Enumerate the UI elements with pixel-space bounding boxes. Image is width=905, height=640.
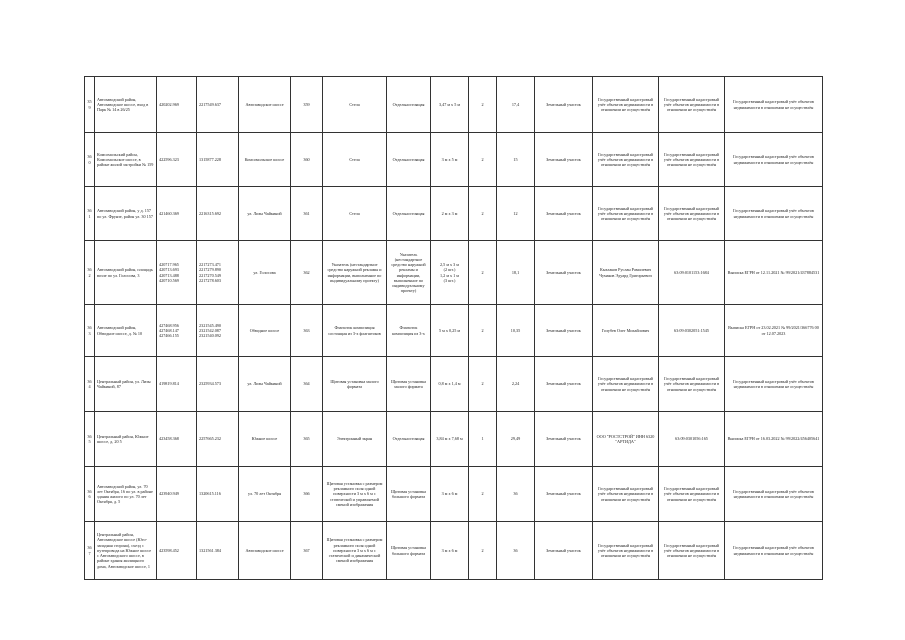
size-cell: 2,5 м х 3 м (2 шт.) 1,2 м х 1 м (3 шт.) (431, 241, 469, 305)
sides-cell: 2 (469, 357, 497, 412)
code-cell: 363 (291, 305, 323, 357)
row-number: 360 (85, 133, 95, 187)
table-row (85, 241, 823, 305)
sides-cell: 2 (469, 305, 497, 357)
address-cell: Комсомольский район, Комсомольское шоссе, в районе жилой застройки № 159 (95, 133, 157, 187)
sides-cell: 2 (469, 241, 497, 305)
cadastre-note-3: Государственный кадастровый учёт объектов недвижимости в отношении не осуществлён (725, 467, 823, 522)
area-cell: 18,1 (497, 241, 535, 305)
size-cell: 0,8 м х 1,4 м (431, 357, 469, 412)
address-cell: Автозаводский район, у д. 157 по ул. Фрунзе, район ул. 30 157 (95, 187, 157, 241)
area-cell: 15 (497, 133, 535, 187)
table-row (85, 412, 823, 467)
construction-cell: Отдельностоящая (387, 77, 431, 133)
row-number: 366 (85, 467, 95, 522)
type-cell: Стела (323, 77, 387, 133)
land-cell: Земельный участок (535, 305, 593, 357)
sides-cell: 2 (469, 522, 497, 580)
size-cell: 2 м х 3 м (431, 187, 469, 241)
code-cell: 360 (291, 133, 323, 187)
coord-y-cell: 2217549.637 (197, 77, 239, 133)
row-number: 367 (85, 522, 95, 580)
street-cell: ул. Лизы Чайкиной (239, 357, 291, 412)
coord-x-cell: 420202.969 (157, 77, 197, 133)
cadastre-note-3: Выписка ЕГРН от 16.03.2022 № 99/2022/456405641 (725, 412, 823, 467)
coord-x-cell: 422596.323 (157, 133, 197, 187)
street-cell: Комсомольское шоссе (239, 133, 291, 187)
sides-cell: 2 (469, 133, 497, 187)
coord-x-cell: 423458.368 (157, 412, 197, 467)
address-cell: Центральный район, Автозаводское шоссе (Юго-западная сторона), съезд с путепровода на Южное шоссе с Автозаводского шоссе, в районе здания жилищного дома, Автозаводское шоссе, 1 (95, 522, 157, 580)
code-cell: 365 (291, 412, 323, 467)
cadastre-note-2: Государственный кадастровый учёт объектов недвижимости в отношении не осуществлён (659, 467, 725, 522)
coord-x-cell: 420717.965 420713.693 420713.488 420710.569 (157, 241, 197, 305)
type-cell: Электронный экран (323, 412, 387, 467)
code-cell: 364 (291, 357, 323, 412)
cadastre-note-2: 63:09:0302051:1545 (659, 305, 725, 357)
cadastre-note-1: Кызлаков Руслан Рамилевич Чумаков Эдуард Григорьевич (593, 241, 659, 305)
land-cell: Земельный участок (535, 357, 593, 412)
coord-x-cell: 419819.814 (157, 357, 197, 412)
land-cell: Земельный участок (535, 412, 593, 467)
construction-cell: Щитовая установка малого формата (387, 357, 431, 412)
construction-cell: Щитовая установка большого формата (387, 467, 431, 522)
type-cell: Щитовая установка с размером рекламного поля одной поверхности 3 м x 6 м с статической и управляемой сменой изображения (323, 467, 387, 522)
cadastre-note-1: Государственный кадастровый учёт объектов недвижимости в отношении не осуществлён (593, 357, 659, 412)
cadastre-note-1: Государственный кадастровый учёт объектов недвижимости в отношении не осуществлён (593, 133, 659, 187)
coord-x-cell: 423598.452 (157, 522, 197, 580)
construction-cell: Указатель (нестандартное средство наружной рекламы и информации, выполненное по индивидуальному проекту) (387, 241, 431, 305)
size-cell: 3 м х 5 м (431, 133, 469, 187)
address-cell: Центральный район, ул. Лизы Чайкиной, 87 (95, 357, 157, 412)
area-cell: 36 (497, 467, 535, 522)
cadastre-note-3: Государственный кадастровый учёт объектов недвижимости в отношении не осуществлён (725, 357, 823, 412)
register-table (84, 76, 823, 580)
type-cell: Щитовая установка малого формата (323, 357, 387, 412)
construction-cell: Отдельностоящая (387, 412, 431, 467)
address-cell: Автозаводский район, Автозаводское шоссе, вход в Парк № 14 в 26/25 (95, 77, 157, 133)
street-cell: Обводное шоссе (239, 305, 291, 357)
sides-cell: 2 (469, 467, 497, 522)
table-row (85, 357, 823, 412)
code-cell: 367 (291, 522, 323, 580)
size-cell: 3 м х 6 м (431, 467, 469, 522)
code-cell: 366 (291, 467, 323, 522)
coord-y-cell: 1315877.228 (197, 133, 239, 187)
land-cell: Земельный участок (535, 241, 593, 305)
construction-cell: Отдельностоящая (387, 187, 431, 241)
row-number: 363 (85, 305, 95, 357)
table-row (85, 467, 823, 522)
code-cell: 359 (291, 77, 323, 133)
cadastre-note-3: Выписка ЕГРН от 23.02.2021 № 99/2021/366776 00 от 12.07.2023 (725, 305, 823, 357)
table-row (85, 77, 823, 133)
cadastre-note-2: Государственный кадастровый учёт объектов недвижимости в отношении не осуществлён (659, 357, 725, 412)
cadastre-note-1: Государственный кадастровый учёт объектов недвижимости в отношении не осуществлён (593, 77, 659, 133)
cadastre-note-3: Государственный кадастровый учёт объектов недвижимости в отношении не осуществлён (725, 187, 823, 241)
cadastre-note-1: Государственный кадастровый учёт объектов недвижимости в отношении не осуществлён (593, 467, 659, 522)
size-cell: 3 м х 6 м (431, 522, 469, 580)
table-row (85, 305, 823, 357)
street-cell: Автозаводское шоссе (239, 522, 291, 580)
construction-cell: Щитовая установка большого формата (387, 522, 431, 580)
address-cell: Автозаводский район, Обводное шоссе, д. № 10 (95, 305, 157, 357)
sides-cell: 2 (469, 187, 497, 241)
row-number: 362 (85, 241, 95, 305)
table-row (85, 187, 823, 241)
area-cell: 10,35 (497, 305, 535, 357)
code-cell: 361 (291, 187, 323, 241)
type-cell: Щитовая установка с размером рекламного поля одной поверхности 3 м x 6 м с статической и динамической сменой изображения (323, 522, 387, 580)
coord-y-cell: 2257665.232 (197, 412, 239, 467)
cadastre-note-1: Голубев Олег Михайлович (593, 305, 659, 357)
coord-y-cell: 2217273.471 2217279.890 2217270.549 2217278.603 (197, 241, 239, 305)
table-row (85, 522, 823, 580)
cadastre-note-1: ООО "РОСТСТРОЙ" ИНН 6320 "АРТИДА" (593, 412, 659, 467)
coord-y-cell: 2216315.692 (197, 187, 239, 241)
cadastre-note-3: Государственный кадастровый учёт объектов недвижимости в отношении не осуществлён (725, 77, 823, 133)
cadastre-note-3: Государственный кадастровый учёт объектов недвижимости в отношении не осуществлён (725, 133, 823, 187)
land-cell: Земельный участок (535, 467, 593, 522)
cadastre-note-3: Выписка ЕГРН от 12.11.2021 № 99/2021/437884531 (725, 241, 823, 305)
row-number: 365 (85, 412, 95, 467)
area-cell: 17,4 (497, 77, 535, 133)
area-cell: 2,24 (497, 357, 535, 412)
sides-cell: 2 (469, 77, 497, 133)
type-cell: Стела (323, 187, 387, 241)
sides-cell: 1 (469, 412, 497, 467)
land-cell: Земельный участок (535, 187, 593, 241)
row-number: 361 (85, 187, 95, 241)
cadastre-note-2: Государственный кадастровый учёт объектов недвижимости в отношении не осуществлён (659, 187, 725, 241)
street-cell: ул. 70 лет Октября (239, 467, 291, 522)
street-cell: Автозаводское шоссе (239, 77, 291, 133)
cadastre-note-1: Государственный кадастровый учёт объектов недвижимости в отношении не осуществлён (593, 187, 659, 241)
street-cell: Южное шоссе (239, 412, 291, 467)
construction-cell: Флагшток композиция из 3-х (387, 305, 431, 357)
coord-x-cell: 423940.949 (157, 467, 197, 522)
row-number: 359 (85, 77, 95, 133)
type-cell: Указатель (нестандартное средство наружной рекламы и информации, выполненное по индивидуальному проекту) (323, 241, 387, 305)
cadastre-note-2: Государственный кадастровый учёт объектов недвижимости в отношении не осуществлён (659, 133, 725, 187)
address-cell: Автозаводский район, ул. 70 лет Октября, 16 по ул. в районе здания жилого по ул. 70 лет Октября, д. 5 (95, 467, 157, 522)
land-cell: Земельный участок (535, 133, 593, 187)
size-cell: 3,47 м х 5 м (431, 77, 469, 133)
type-cell: Флагшток композиция состоящая из 3-х флагштоков (323, 305, 387, 357)
coord-x-cell: 421460.369 (157, 187, 197, 241)
coord-x-cell: 427468.956 427468.147 427466.155 (157, 305, 197, 357)
type-cell: Стела (323, 133, 387, 187)
coord-y-cell: 1321561.384 (197, 522, 239, 580)
cadastre-note-2: 63:09:0301056:165 (659, 412, 725, 467)
coord-y-cell: 1320615.116 (197, 467, 239, 522)
construction-cell: Отдельностоящая (387, 133, 431, 187)
area-cell: 29,49 (497, 412, 535, 467)
cadastre-note-3: Государственный кадастровый учёт объектов недвижимости в отношении не осуществлён (725, 522, 823, 580)
cadastre-note-1: Государственный кадастровый учёт объектов недвижимости в отношении не осуществлён (593, 522, 659, 580)
cadastre-note-2: Государственный кадастровый учёт объектов недвижимости в отношении не осуществлён (659, 522, 725, 580)
cadastre-note-2: Государственный кадастровый учёт объектов недвижимости в отношении не осуществлён (659, 77, 725, 133)
area-cell: 12 (497, 187, 535, 241)
street-cell: ул. Лизы Чайкиной (239, 187, 291, 241)
cadastre-note-2: 63:09:0101153:1684 (659, 241, 725, 305)
coord-y-cell: 2321545.490 2321542.087 2321540.092 (197, 305, 239, 357)
row-number: 364 (85, 357, 95, 412)
street-cell: ул. Голосова (239, 241, 291, 305)
coord-y-cell: 2325934.573 (197, 357, 239, 412)
address-cell: Центральный район, Южное шоссе, д. 20 5 (95, 412, 157, 467)
size-cell: 5 м х 0,25 м (431, 305, 469, 357)
code-cell: 362 (291, 241, 323, 305)
land-cell: Земельный участок (535, 522, 593, 580)
address-cell: Автозаводский район, площадь возле по ул. Голосова, 3 (95, 241, 157, 305)
size-cell: 3,84 м х 7,68 м (431, 412, 469, 467)
table-row (85, 133, 823, 187)
area-cell: 36 (497, 522, 535, 580)
land-cell: Земельный участок (535, 77, 593, 133)
